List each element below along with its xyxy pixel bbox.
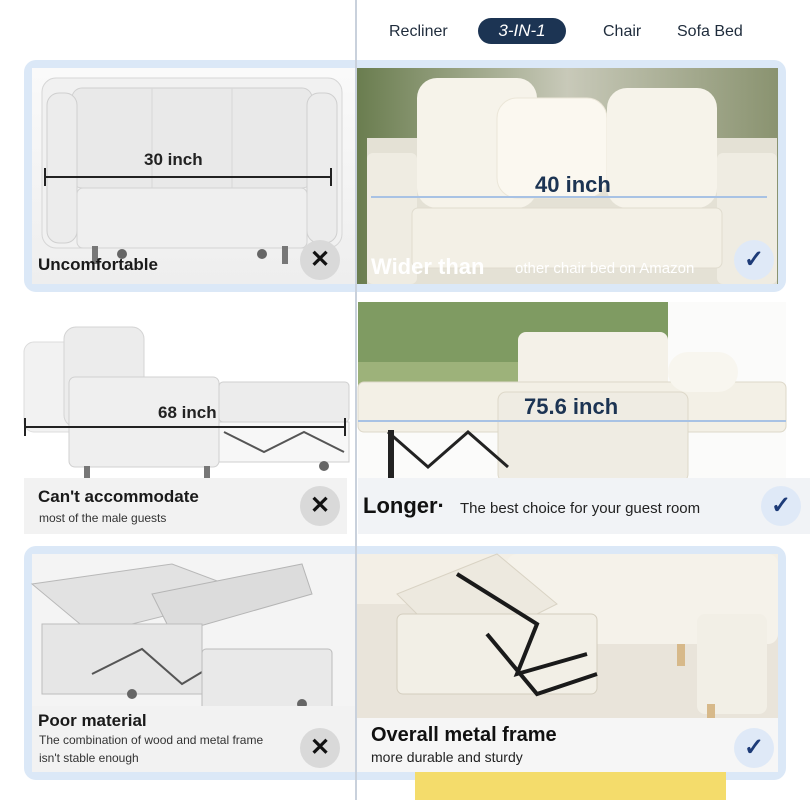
competitor-width-label: 30 inch <box>144 150 203 169</box>
comparison-row-material <box>24 546 786 780</box>
product-chair-photo <box>357 68 778 284</box>
tab-recliner: Recliner <box>389 23 448 40</box>
positive-subtitle: The best choice for your guest room <box>460 500 701 517</box>
mode-tabs <box>360 14 800 50</box>
check-icon: ✓ <box>734 240 774 280</box>
measure-tick <box>330 168 332 186</box>
positive-title: Longer· <box>363 493 445 518</box>
length-measure-line <box>24 426 346 428</box>
close-icon: ✕ <box>300 486 340 526</box>
tab-sofa-bed: Sofa Bed <box>677 23 743 40</box>
positive-title: Wider than <box>371 254 485 279</box>
negative-subtitle: isn't stable enough <box>39 751 139 765</box>
tab-chair: Chair <box>603 23 642 40</box>
positive-subtitle: more durable and sturdy <box>371 749 523 765</box>
positive-title: Overall metal frame <box>371 724 557 746</box>
length-measure-line <box>358 420 786 422</box>
competitor-length-label: 68 inch <box>158 403 217 422</box>
comparison-row-width <box>24 60 786 292</box>
tab-3-in-1: 3-IN-1 <box>478 18 566 44</box>
measure-tick <box>24 418 26 436</box>
negative-subtitle: most of the male guests <box>39 511 167 525</box>
product-length-label: 75.6 inch <box>524 394 619 419</box>
competitor-chair-photo <box>32 68 355 284</box>
negative-title: Uncomfortable <box>38 255 158 274</box>
comparison-row-length <box>24 302 792 534</box>
measure-tick <box>44 168 46 186</box>
highlight-bar <box>415 772 726 800</box>
close-icon: ✕ <box>300 240 340 280</box>
product-bed-photo <box>358 302 792 534</box>
product-frame-photo <box>357 554 778 772</box>
negative-subtitle: The combination of wood and metal frame <box>39 733 264 747</box>
width-measure-line <box>44 176 332 178</box>
competitor-bed-photo <box>24 302 347 534</box>
comparison-divider <box>355 0 357 800</box>
negative-title: Poor material <box>38 711 147 730</box>
check-icon: ✓ <box>734 728 774 768</box>
competitor-frame-photo <box>32 554 355 772</box>
positive-subtitle: other chair bed on Amazon <box>515 260 695 277</box>
negative-title: Can't accommodate <box>38 487 199 506</box>
close-icon: ✕ <box>300 728 340 768</box>
product-width-label: 40 inch <box>535 172 611 197</box>
check-icon: ✓ <box>761 486 801 526</box>
measure-tick <box>344 418 346 436</box>
